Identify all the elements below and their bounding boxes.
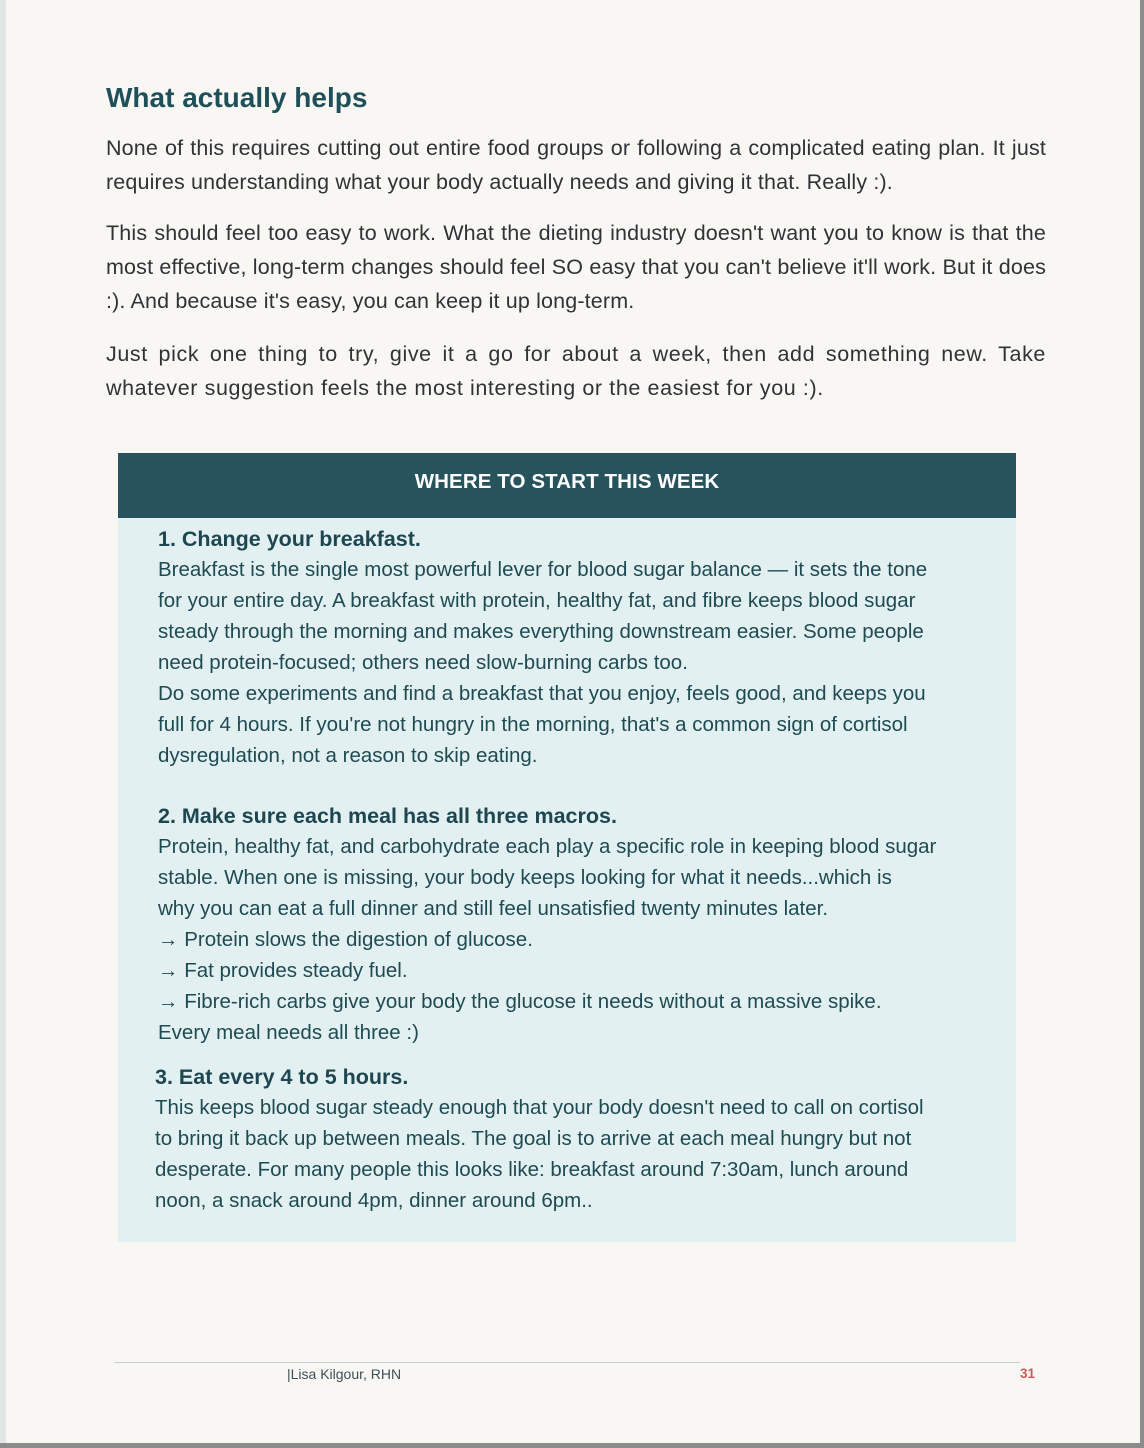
tip-line: to bring it back up between meals. The goal is to arrive at each meal hungry but not [155,1127,912,1150]
tip-arrow-item: → Fibre-rich carbs give your body the glucose it needs without a massive spike. [158,990,882,1013]
tip-line: This keeps blood sugar steady enough that your body doesn't need to call on cortisol [155,1096,924,1119]
tip-line: need protein-focused; others need slow-burning carbs too. [158,651,688,674]
tip-line: stable. When one is missing, your body keeps looking for what it needs...which is [158,866,892,889]
tip-line: steady through the morning and makes everything downstream easier. Some people [158,620,924,643]
intro-paragraph: Just pick one thing to try, give it a go for about a week, then add something new. Take whatever suggestion feels the most interesting or the easiest for you :). [106,342,1046,400]
callout-box [118,453,1016,1242]
tip-line: dysregulation, not a reason to skip eating. [158,744,538,767]
tip-line: Do some experiments and find a breakfast that you enjoy, feels good, and keeps you [158,682,926,705]
footer-divider [114,1362,1020,1363]
tip-line: for your entire day. A breakfast with protein, healthy fat, and fibre keeps blood sugar [158,589,916,612]
tip-line: noon, a snack around 4pm, dinner around 6pm.. [155,1189,593,1212]
intro-paragraph: This should feel too easy to work. What the dieting industry doesn't want you to know is that the most effective, long-term changes should feel SO easy that you can't believe it'll work. But it does :). And because it's easy, you can keep it up long-term. [106,221,1046,313]
tip-meal-timing [155,1062,924,1216]
tip-macros [158,801,936,1048]
tip-breakfast [158,524,927,771]
tip-line: desperate. For many people this looks like: breakfast around 7:30am, lunch around [155,1158,909,1181]
section-title: What actually helps [106,82,368,113]
footer-author: |Lisa Kilgour, RHN [287,1366,402,1382]
callout-header: WHERE TO START THIS WEEK [118,453,1016,518]
page-number: 31 [1020,1366,1036,1381]
tip-arrow-item: → Fat provides steady fuel. [158,959,408,982]
page-edge [0,0,6,1443]
tip-title: 3. Eat every 4 to 5 hours. [155,1065,409,1089]
tip-title: 2. Make sure each meal has all three macros. [158,804,617,828]
tip-line: Protein, healthy fat, and carbohydrate each play a specific role in keeping blood sugar [158,835,937,858]
tip-title: 1. Change your breakfast. [158,527,421,551]
tip-line: Every meal needs all three :) [158,1021,419,1044]
intro-paragraph: None of this requires cutting out entire food groups or following a complicated eating plan. It just requires understanding what your body actually needs and giving it that. Really :). [106,136,1046,194]
tip-line: why you can eat a full dinner and still feel unsatisfied twenty minutes later. [158,897,829,920]
tip-arrow-item: → Protein slows the digestion of glucose. [158,928,533,951]
tip-line: full for 4 hours. If you're not hungry in the morning, that's a common sign of cortisol [158,713,908,736]
tip-line: Breakfast is the single most powerful lever for blood sugar balance — it sets the tone [158,558,928,581]
